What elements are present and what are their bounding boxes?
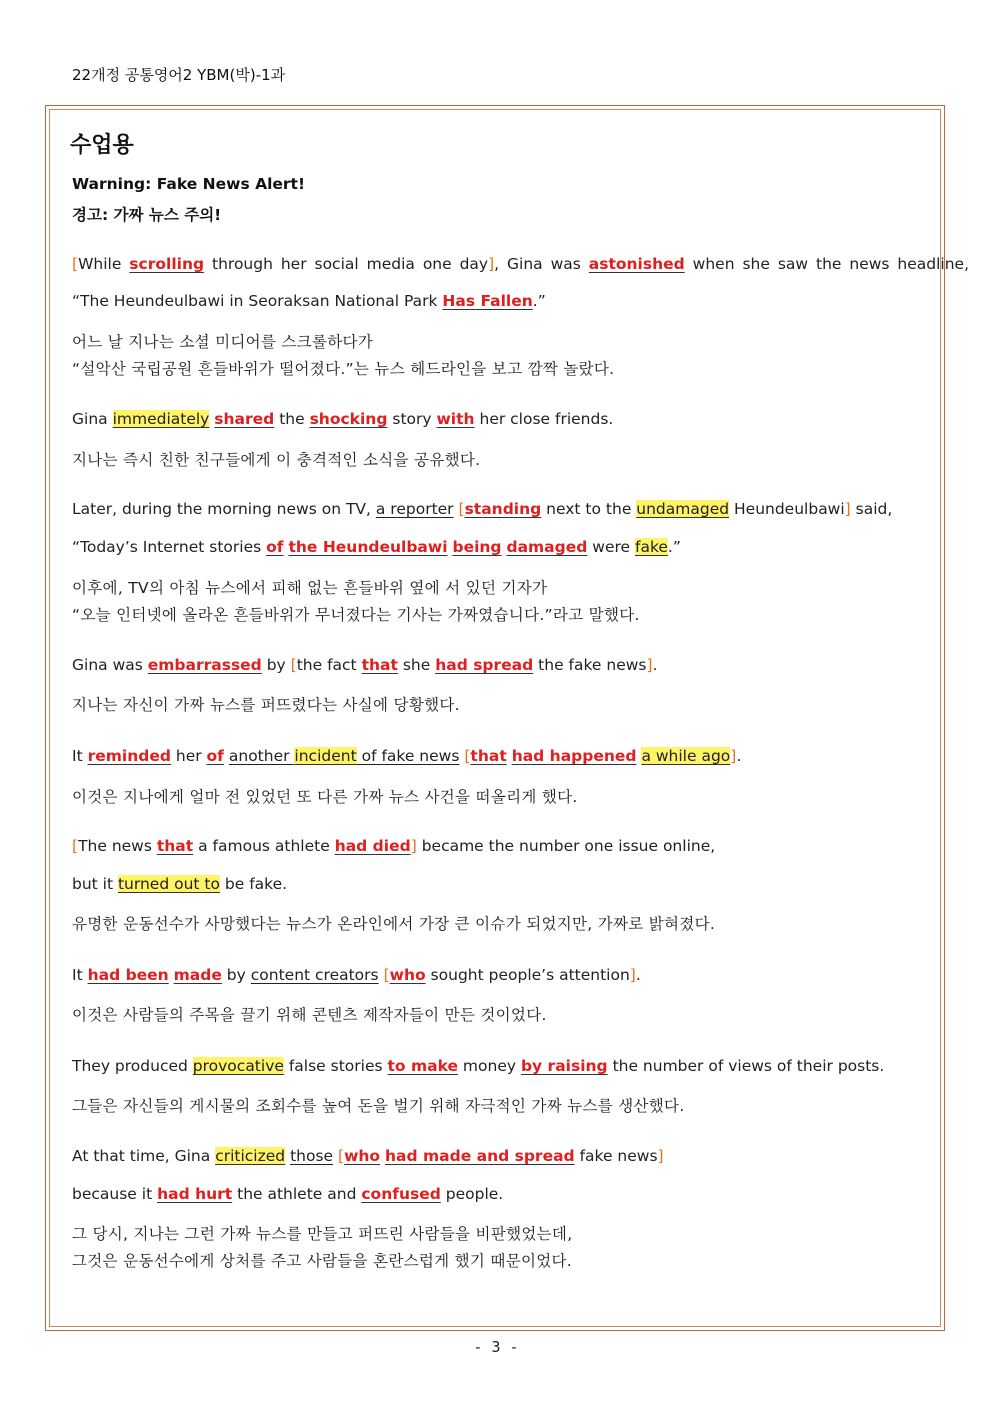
p7-kr: 이것은 사람들의 주목을 끌기 위해 콘텐츠 제작자들이 만든 것이었다.: [72, 1006, 547, 1024]
page-number: - 3 -: [473, 1338, 519, 1356]
p4-en: Gina was embarrassed by [the fact that she had spread the fake news].: [72, 656, 658, 674]
p6-en-line1: [The news that a famous athlete had died] became the number one issue online,: [72, 837, 716, 855]
subtitle-korean: 경고: 가짜 뉴스 주의!: [72, 206, 222, 224]
document-header: 22개정 공통영어2 YBM(박)-1과: [72, 66, 286, 84]
p7-en: It had been made by content creators [who sought people’s attention].: [72, 966, 641, 984]
p5-kr: 이것은 지나에게 얼마 전 있었던 또 다른 가짜 뉴스 사건을 떠올리게 했다.: [72, 788, 578, 806]
p5-en: It reminded her of another incident of fake news [that had happened a while ago].: [72, 747, 742, 765]
p3-en-line2: “Today’s Internet stories of the Heundeulbawi being damaged were fake.”: [72, 538, 681, 556]
p8-en: They produced provocative false stories to make money by raising the number of views of their posts.: [72, 1057, 885, 1075]
p3-en-line1: Later, during the morning news on TV, a reporter [standing next to the undamaged Heundeulbawi] said,: [72, 500, 893, 518]
p1-en-line2: “The Heundeulbawi in Seoraksan National Park Has Fallen.”: [72, 292, 546, 310]
p3-kr-line1: 이후에, TV의 아침 뉴스에서 피해 없는 흔들바위 옆에 서 있던 기자가: [72, 579, 548, 597]
p2-kr: 지나는 즉시 친한 친구들에게 이 충격적인 소식을 공유했다.: [72, 451, 481, 469]
p9-kr-line2: 그것은 운동선수에게 상처를 주고 사람들을 혼란스럽게 했기 때문이었다.: [72, 1252, 573, 1270]
p6-kr: 유명한 운동선수가 사망했다는 뉴스가 온라인에서 가장 큰 이슈가 되었지만, 가짜로 밝혀졌다.: [72, 915, 716, 933]
p3-kr-line2: “오늘 인터넷에 올라온 흔들바위가 무너졌다는 기사는 가짜였습니다.”라고 말했다.: [72, 606, 640, 624]
p9-en-line1: At that time, Gina criticized those [who had made and spread fake news]: [72, 1147, 664, 1165]
p8-kr: 그들은 자신들의 게시물의 조회수를 높여 돈을 벌기 위해 자극적인 가짜 뉴스를 생산했다.: [72, 1097, 685, 1115]
p1-en-line1: [While scrolling through her social media one day], Gina was astonished when she saw the news headline,: [72, 255, 970, 273]
p1-kr-line1: 어느 날 지나는 소셜 미디어를 스크롤하다가: [72, 333, 374, 351]
p2-en: Gina immediately shared the shocking story with her close friends.: [72, 410, 614, 428]
p1-kr-line2: “설악산 국립공원 흔들바위가 떨어졌다.”는 뉴스 헤드라인을 보고 깜짝 놀랐다.: [72, 360, 615, 378]
subtitle-english: Warning: Fake News Alert!: [72, 175, 306, 193]
p9-en-line2: because it had hurt the athlete and confused people.: [72, 1185, 504, 1203]
p4-kr: 지나는 자신이 가짜 뉴스를 퍼뜨렸다는 사실에 당황했다.: [72, 696, 460, 714]
section-title: 수업용: [70, 133, 134, 158]
p9-kr-line1: 그 당시, 지나는 그런 가짜 뉴스를 만들고 퍼뜨린 사람들을 비판했었는데,: [72, 1225, 573, 1243]
p6-en-line2: but it turned out to be fake.: [72, 875, 288, 893]
